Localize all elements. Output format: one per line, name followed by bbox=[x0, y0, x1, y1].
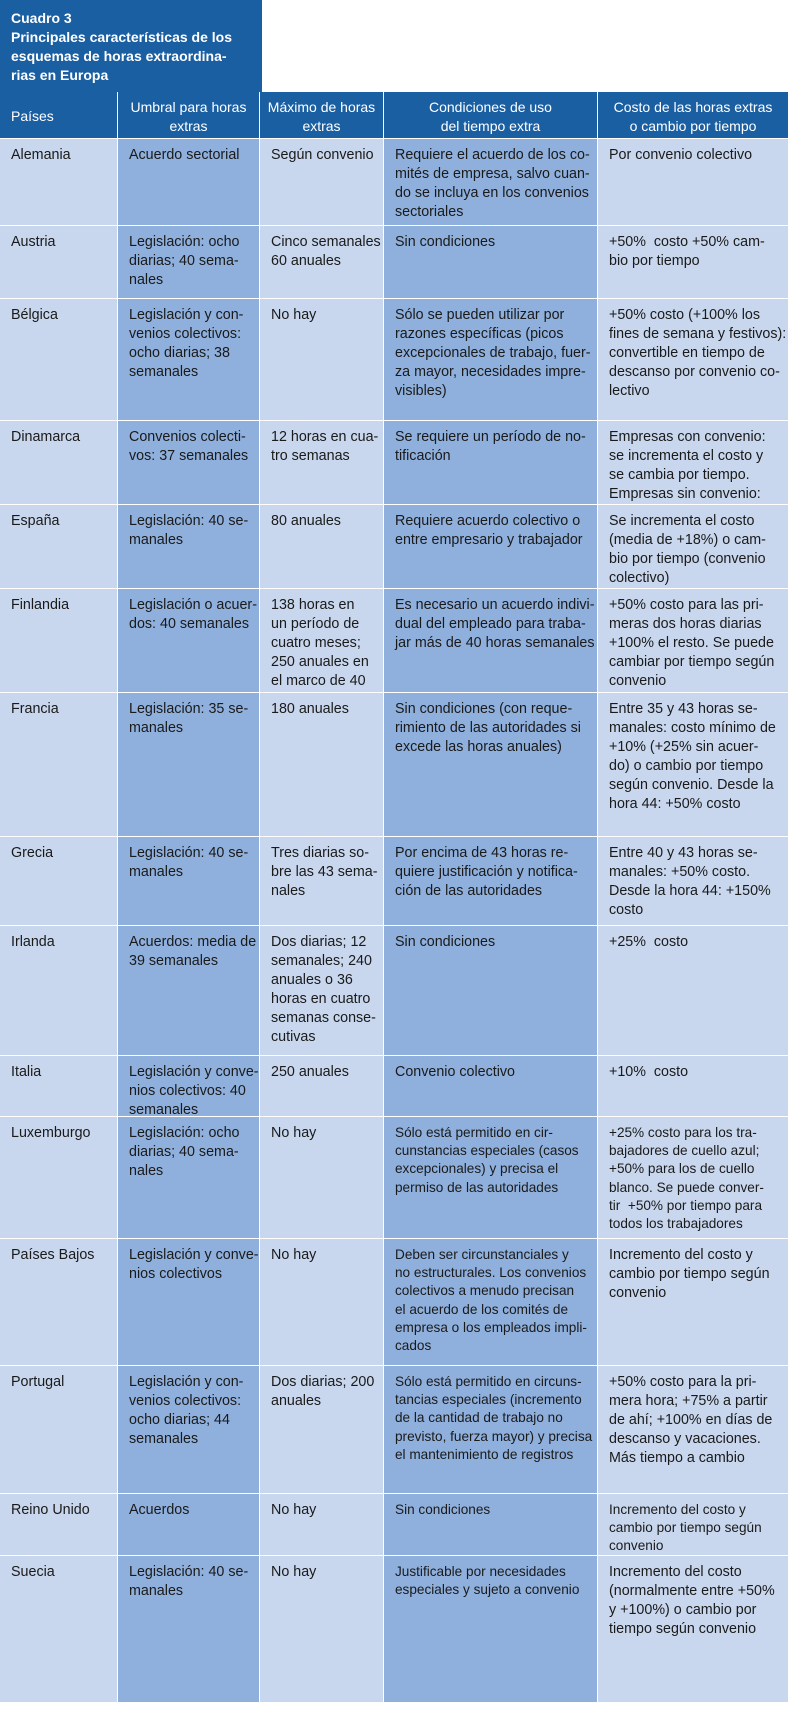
conditions-cell: Se requiere un período de no- tificación bbox=[383, 420, 597, 504]
header-threshold: Umbral para horas extras bbox=[117, 92, 259, 138]
cost-cell: +50% costo +50% cam- bio por tiempo bbox=[597, 225, 788, 298]
max-hours-cell: No hay bbox=[259, 298, 383, 420]
threshold-cell: Convenios colecti- vos: 37 semanales bbox=[117, 420, 259, 504]
conditions-cell: Sin condiciones bbox=[383, 225, 597, 298]
threshold-cell: Legislación: 35 se- manales bbox=[117, 692, 259, 836]
cost-cell: +50% costo para las pri- meras dos horas diarias +100% el resto. Se puede cambiar por tiempo según convenio bbox=[597, 588, 788, 692]
cost-cell: Por convenio colectivo bbox=[597, 138, 788, 225]
cost-cell: Entre 35 y 43 horas se- manales: costo mínimo de +10% (+25% sin acuer- do) o cambio por tiempo según convenio. Desde la hora 44: +50% costo bbox=[597, 692, 788, 836]
cost-cell: Incremento del costo y cambio por tiempo según convenio bbox=[597, 1493, 788, 1555]
cost-cell: +50% costo (+100% los fines de semana y festivos): convertible en tiempo de descanso por convenio co- lectivo bbox=[597, 298, 788, 420]
max-hours-cell: Dos diarias; 12 semanales; 240 anuales o 36 horas en cuatro semanas conse- cutivas bbox=[259, 925, 383, 1055]
country-cell: Italia bbox=[0, 1055, 117, 1116]
country-cell: Finlandia bbox=[0, 588, 117, 692]
country-cell: España bbox=[0, 504, 117, 588]
caption-number: Cuadro 3 bbox=[11, 10, 72, 26]
threshold-cell: Legislación y conve- nios colectivos bbox=[117, 1238, 259, 1365]
cost-cell: Incremento del costo y cambio por tiempo según convenio bbox=[597, 1238, 788, 1365]
country-cell: Luxemburgo bbox=[0, 1116, 117, 1238]
table-caption bbox=[0, 0, 262, 92]
conditions-cell: Sin condiciones bbox=[383, 1493, 597, 1555]
max-hours-cell: No hay bbox=[259, 1116, 383, 1238]
max-hours-cell: No hay bbox=[259, 1555, 383, 1702]
threshold-cell: Legislación y con- venios colectivos: ocho diarias; 38 semanales bbox=[117, 298, 259, 420]
cost-cell: +25% costo para los tra- bajadores de cuello azul; +50% para los de cuello blanco. Se puede conver- tir +50% por tiempo para todos los trabajadores bbox=[597, 1116, 788, 1238]
threshold-cell: Legislación o acuer- dos: 40 semanales bbox=[117, 588, 259, 692]
max-hours-cell: Según convenio bbox=[259, 138, 383, 225]
max-hours-cell: No hay bbox=[259, 1238, 383, 1365]
conditions-cell: Justificable por necesidades especiales y sujeto a convenio bbox=[383, 1555, 597, 1702]
country-cell: Países Bajos bbox=[0, 1238, 117, 1365]
threshold-cell: Acuerdos bbox=[117, 1493, 259, 1555]
conditions-cell: Por encima de 43 horas re- quiere justificación y notifica- ción de las autoridades bbox=[383, 836, 597, 925]
caption-line-2: esquemas de horas extraordina- bbox=[11, 48, 227, 64]
country-cell: Reino Unido bbox=[0, 1493, 117, 1555]
country-cell: Austria bbox=[0, 225, 117, 298]
cost-cell: Se incrementa el costo (media de +18%) o cam- bio por tiempo (convenio colectivo) bbox=[597, 504, 788, 588]
conditions-cell: Requiere acuerdo colectivo o entre empresario y trabajador bbox=[383, 504, 597, 588]
cost-cell: +10% costo bbox=[597, 1055, 788, 1116]
threshold-cell: Acuerdo sectorial bbox=[117, 138, 259, 225]
country-cell: Bélgica bbox=[0, 298, 117, 420]
max-hours-cell: 80 anuales bbox=[259, 504, 383, 588]
country-cell: Dinamarca bbox=[0, 420, 117, 504]
max-hours-cell: Cinco semanales 60 anuales bbox=[259, 225, 383, 298]
conditions-cell: Deben ser circunstanciales y no estructurales. Los convenios colectivos a menudo precisan el acuerdo de los comités de empresa o los empleados impli- cados bbox=[383, 1238, 597, 1365]
caption-line-3: rias en Europa bbox=[11, 67, 109, 83]
max-hours-cell: Dos diarias; 200 anuales bbox=[259, 1365, 383, 1493]
threshold-cell: Legislación: 40 se- manales bbox=[117, 836, 259, 925]
country-cell: Grecia bbox=[0, 836, 117, 925]
cost-cell: Entre 40 y 43 horas se- manales: +50% costo. Desde la hora 44: +150% costo bbox=[597, 836, 788, 925]
conditions-cell: Sólo está permitido en circuns- tancias especiales (incremento de la cantidad de trabajo no previsto, fuerza mayor) y precisa el mantenimiento de registros bbox=[383, 1365, 597, 1493]
conditions-cell: Sin condiciones (con reque- rimiento de las autoridades si excede las horas anuales) bbox=[383, 692, 597, 836]
threshold-cell: Legislación y conve- nios colectivos: 40 semanales bbox=[117, 1055, 259, 1116]
max-hours-cell: No hay bbox=[259, 1493, 383, 1555]
header-cost: Costo de las horas extras o cambio por tiempo bbox=[597, 92, 788, 138]
threshold-cell: Acuerdos: media de 39 semanales bbox=[117, 925, 259, 1055]
max-hours-cell: 138 horas en un período de cuatro meses; 250 anuales en el marco de 40 bbox=[259, 588, 383, 692]
country-cell: Suecia bbox=[0, 1555, 117, 1702]
conditions-cell: Es necesario un acuerdo indivi- dual del empleado para traba- jar más de 40 horas semanales bbox=[383, 588, 597, 692]
threshold-cell: Legislación: 40 se- manales bbox=[117, 504, 259, 588]
conditions-cell: Sin condiciones bbox=[383, 925, 597, 1055]
country-cell: Portugal bbox=[0, 1365, 117, 1493]
conditions-cell: Requiere el acuerdo de los co- mités de empresa, salvo cuan- do se incluya en los convenios sectoriales bbox=[383, 138, 597, 225]
header-countries: Países bbox=[0, 92, 117, 138]
country-cell: Irlanda bbox=[0, 925, 117, 1055]
threshold-cell: Legislación y con- venios colectivos: ocho diarias; 44 semanales bbox=[117, 1365, 259, 1493]
cost-cell: Incremento del costo (normalmente entre +50% y +100%) o cambio por tiempo según convenio bbox=[597, 1555, 788, 1702]
conditions-cell: Sólo se pueden utilizar por razones específicas (picos excepcionales de trabajo, fuer- za mayor, necesidades impre- visibles) bbox=[383, 298, 597, 420]
caption-line-1: Principales características de los bbox=[11, 29, 233, 45]
threshold-cell: Legislación: ocho diarias; 40 sema- nales bbox=[117, 1116, 259, 1238]
header-conditions: Condiciones de uso del tiempo extra bbox=[383, 92, 597, 138]
max-hours-cell: Tres diarias so- bre las 43 sema- nales bbox=[259, 836, 383, 925]
threshold-cell: Legislación: ocho diarias; 40 sema- nales bbox=[117, 225, 259, 298]
country-cell: Francia bbox=[0, 692, 117, 836]
cost-cell: +25% costo bbox=[597, 925, 788, 1055]
overtime-table bbox=[0, 92, 788, 1702]
header-max-hours: Máximo de horas extras bbox=[259, 92, 383, 138]
conditions-cell: Sólo está permitido en cir- cunstancias especiales (casos excepcionales) y precisa el permiso de las autoridades bbox=[383, 1116, 597, 1238]
country-cell: Alemania bbox=[0, 138, 117, 225]
conditions-cell: Convenio colectivo bbox=[383, 1055, 597, 1116]
max-hours-cell: 180 anuales bbox=[259, 692, 383, 836]
threshold-cell: Legislación: 40 se- manales bbox=[117, 1555, 259, 1702]
max-hours-cell: 250 anuales bbox=[259, 1055, 383, 1116]
cost-cell: Empresas con convenio: se incrementa el costo y se cambia por tiempo. Empresas sin convenio: bbox=[597, 420, 788, 504]
max-hours-cell: 12 horas en cua- tro semanas bbox=[259, 420, 383, 504]
cost-cell: +50% costo para la pri- mera hora; +75% a partir de ahí; +100% en días de descanso y vacaciones. Más tiempo a cambio bbox=[597, 1365, 788, 1493]
